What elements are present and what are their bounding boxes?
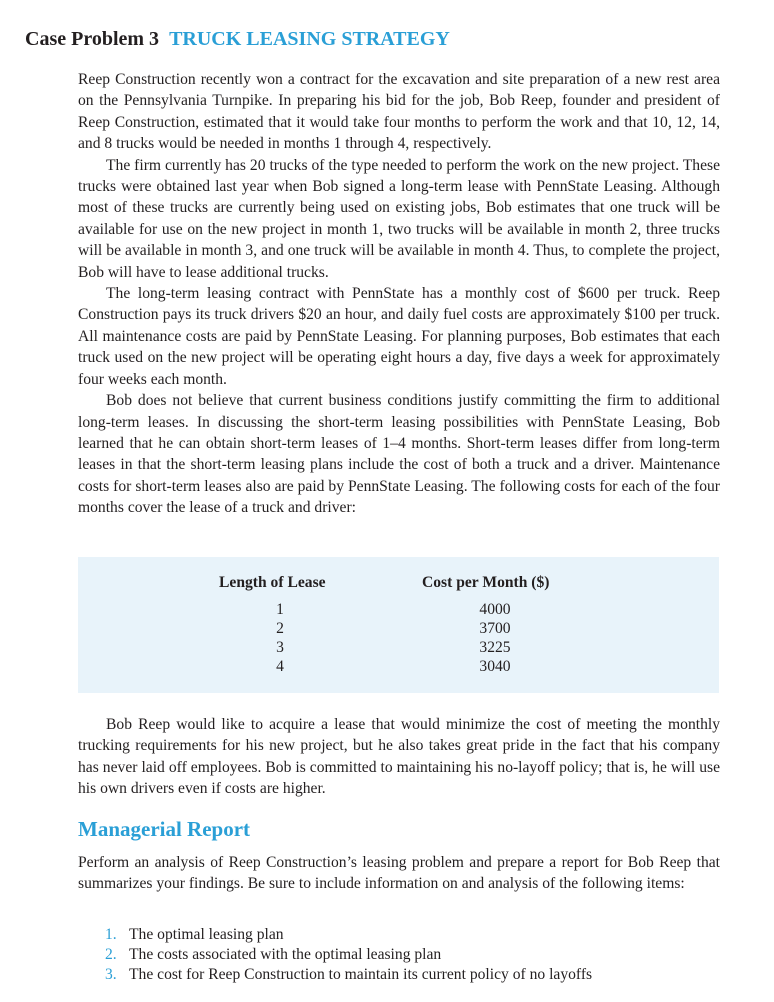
table-cell-length: 3 [276,639,284,656]
table-cell-length: 4 [276,658,284,675]
paragraph-intro: Reep Construction recently won a contract for the excavation and site preparation of a new rest area on the Pennsylvania Turnpike. In preparing his bid for the job, Bob Reep, founder and president of Reep Construction, estimated that it would take four months to perform the work and that 10, 12, 14, and 8 trucks would be needed in months 1 through 4, respectively. [78,71,720,153]
list-item-number: 3. [105,965,117,983]
list-item-number: 1. [105,926,117,943]
case-title: TRUCK LEASING STRATEGY [169,28,450,50]
table-cell-length: 2 [276,620,284,637]
case-body [78,69,720,519]
paragraph-costs: The long-term leasing contract with PennState has a monthly cost of $600 per truck. Reep Construction pays its truck drivers $20 an hour, and daily fuel costs are approximately $100 per truck. All maintenance costs are paid by PennState Leasing. For planning purposes, Bob estimates that each truck used on the new project will be operating eight hours a day, five days a week for approximately four weeks each month. [78,285,720,388]
table-cell-length: 1 [276,601,284,618]
lease-cost-table [78,557,719,693]
managerial-report-heading: Managerial Report [78,817,251,841]
cost-column [475,600,515,676]
list-item [105,965,715,985]
table-cell-cost: 3040 [479,658,511,675]
report-intro-paragraph: Perform an analysis of Reep Construction’s leasing problem and prepare a report for Bob Reep that summarizes your findings. Be sure to include information on and analysis of the following items: [78,854,720,893]
paragraph-no-layoff: Bob Reep would like to acquire a lease that would minimize the cost of meeting the monthly trucking requirements for his new project, but he also takes great pride in the fact that his company has never laid off employees. Bob is committed to maintaining his no-layoff policy; that is, he will use his own drivers even if costs are higher. [78,716,720,798]
report-intro [78,852,720,895]
list-item [105,925,715,945]
list-item-number: 2. [105,945,117,963]
report-items-list [105,925,715,984]
list-item [105,945,715,965]
lease-cost-table-box [78,557,719,693]
case-label: Case Problem 3 [25,28,160,50]
table-cell-cost: 3700 [479,620,511,637]
case-heading [25,27,450,51]
table-cell-cost: 4000 [479,601,511,618]
length-of-lease-header: Length of Lease [219,574,326,591]
length-column [274,600,286,676]
list-item-text: The optimal leasing plan [129,926,284,943]
list-item-text: The costs associated with the optimal leasing plan [129,945,442,963]
cost-per-month-header: Cost per Month ($) [422,574,550,591]
list-item-text: The cost for Reep Construction to maintain its current policy of no layoffs [129,965,593,983]
paragraph-trucks: The firm currently has 20 trucks of the type needed to perform the work on the new project. These trucks were obtained last year when Bob signed a long-term lease with PennState Leasing. Although most of these trucks are currently being used on existing jobs, Bob estimates that one truck will be available for use on the new project in month 1, two trucks will be available in month 2, three trucks will be available in month 3, and one truck will be available in month 4. Thus, to complete the project, Bob will have to lease additional trucks. [78,156,720,281]
paragraph-short-term: Bob does not believe that current business conditions justify committing the firm to additional long-term leases. In discussing the short-term leasing possibilities with PennState Leasing, Bob learned that he can obtain short-term leases of 1–4 months. Short-term leases differ from long-term leases in that the short-term leasing plans include the cost of both a truck and a driver. Maintenance costs for short-term leases also are paid by PennState Leasing. The following costs for each of the four months cover the lease of a truck and driver: [78,392,720,517]
table-cell-cost: 3225 [479,639,511,656]
after-table-text [78,714,720,800]
